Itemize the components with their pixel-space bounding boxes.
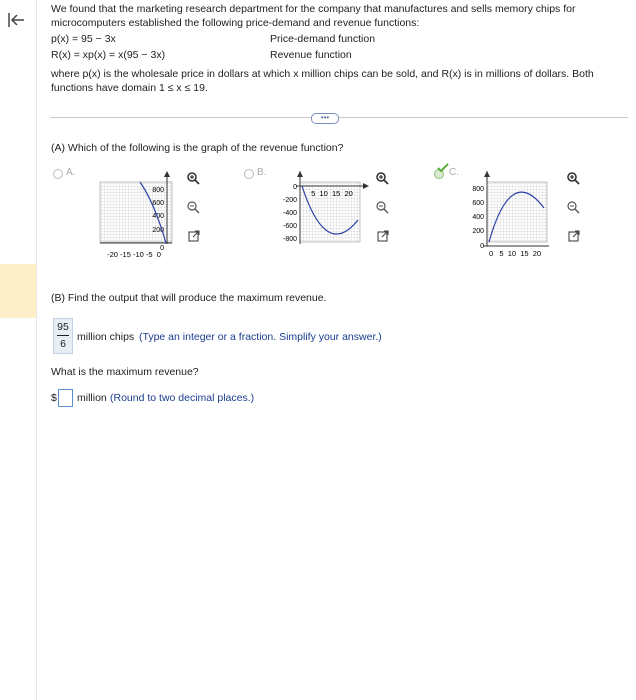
a-ytick: 200 [152, 227, 164, 234]
option-b-radio[interactable] [244, 169, 254, 179]
b-ytick: -400 [282, 210, 297, 217]
option-b-graph[interactable] [270, 168, 370, 250]
open-external-icon[interactable] [187, 229, 201, 243]
part-a-question: (A) Which of the following is the graph of the revenue function? [51, 142, 344, 154]
b-ytick: -600 [282, 223, 297, 230]
revenue-label: Revenue function [270, 49, 352, 61]
c-ytick: 0 [480, 243, 484, 250]
max-revenue-input[interactable] [58, 389, 73, 407]
c-ytick: 600 [472, 200, 484, 207]
option-a-label: A. [66, 167, 76, 178]
b-ytick: -800 [282, 236, 297, 243]
answer-hint: (Type an integer or a fraction. Simplify your answer.) [139, 331, 382, 343]
c-ytick: 800 [472, 186, 484, 193]
arrow-left-to-bar-icon[interactable] [6, 10, 26, 30]
b-ytick: 0 [293, 184, 297, 191]
c-ytick: 400 [472, 214, 484, 221]
price-equation: p(x) = 95 − 3x [51, 33, 116, 45]
zoom-in-icon[interactable] [375, 171, 389, 185]
part-b-question: (B) Find the output that will produce the maximum revenue. [51, 292, 327, 304]
revenue-hint: (Round to two decimal places.) [110, 392, 255, 404]
option-c-graph[interactable] [461, 168, 561, 260]
zoom-out-icon[interactable] [186, 200, 200, 214]
c-xticks: 0 5 10 15 20 [488, 249, 542, 258]
option-b-label: B. [257, 167, 267, 178]
left-sidebar [0, 0, 37, 700]
currency-symbol: $ [51, 392, 57, 404]
open-external-icon[interactable] [567, 229, 581, 243]
where-text: where p(x) is the wholesale price in dollars at which x million chips can be sold, and R(x) is in millions of dollars. Both functions have domain 1 ≤ x ≤ 19. [51, 68, 594, 94]
zoom-out-icon[interactable] [375, 200, 389, 214]
a-ytick: 600 [152, 200, 164, 207]
a-xticks: -20 -15 -10 -5 0 [107, 250, 161, 259]
a-xzero: 0 [160, 245, 164, 252]
b-ytick: -200 [282, 197, 297, 204]
check-icon [437, 163, 449, 173]
max-revenue-question: What is the maximum revenue? [51, 366, 199, 378]
expand-dots-button[interactable]: ••• [311, 113, 339, 124]
revenue-unit: million [77, 392, 107, 404]
answer-fraction[interactable] [53, 318, 73, 354]
revenue-equation: R(x) = xp(x) = x(95 − 3x) [51, 49, 166, 61]
section-divider [50, 117, 628, 118]
b-xticks: 5 10 15 20 [311, 189, 353, 198]
c-ytick: 200 [472, 228, 484, 235]
fraction-numerator: 95 [57, 321, 69, 333]
answer-unit: million chips [77, 331, 135, 343]
option-c-label: C. [449, 167, 459, 178]
zoom-in-icon[interactable] [186, 171, 200, 185]
fraction-denominator: 6 [60, 338, 66, 350]
a-ytick: 400 [152, 213, 164, 220]
zoom-in-icon[interactable] [566, 171, 580, 185]
current-question-highlight [0, 264, 36, 318]
problem-intro: We found that the marketing research department for the company that manufactures and sells memory chips for microcomputers established the following price-demand and revenue functions: [51, 3, 576, 29]
zoom-out-icon[interactable] [566, 200, 580, 214]
price-label: Price-demand function [270, 33, 376, 45]
fraction-bar [57, 335, 69, 336]
option-a-graph[interactable] [92, 168, 182, 260]
a-ytick: 800 [152, 187, 164, 194]
open-external-icon[interactable] [376, 229, 390, 243]
option-a-radio[interactable] [53, 169, 63, 179]
